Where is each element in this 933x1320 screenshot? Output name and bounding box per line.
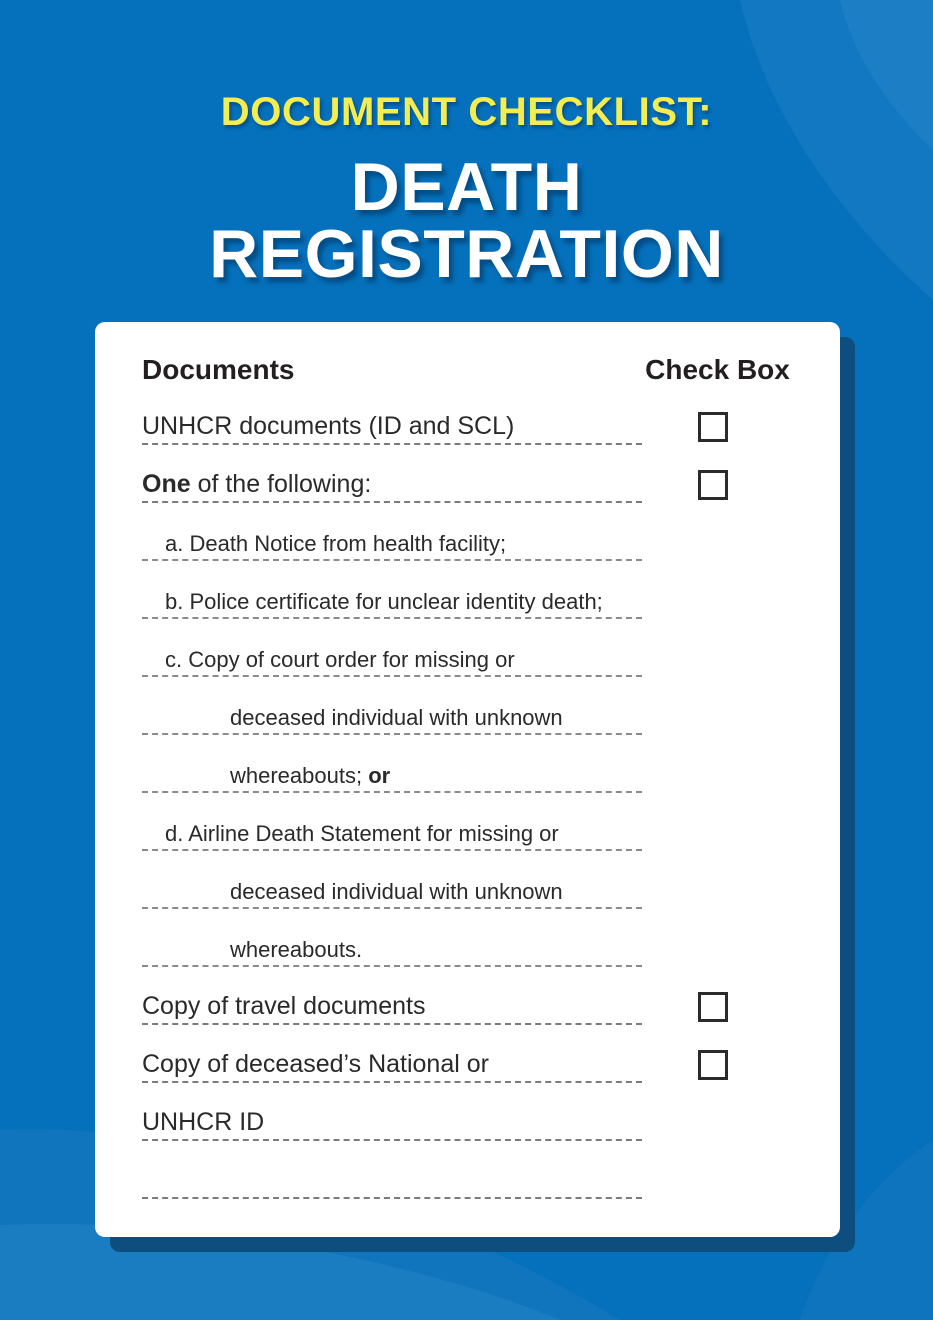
page-title [0,149,933,292]
column-header-check-box: Check Box [645,354,790,385]
checklist-row [95,566,840,624]
title-line-1: DEATH [350,149,583,225]
checklist-row-label: a. Death Notice from health facility; [165,531,507,556]
checklist-row [95,392,840,450]
column-header-documents: Documents [142,354,295,385]
table-header-row [95,322,840,385]
checklist-row [95,682,840,740]
poster-heading [0,0,933,292]
checklist-row-rule [142,501,642,503]
checklist-row [95,914,840,972]
checklist-row-label: Copy of deceased’s National or [142,1050,489,1078]
checklist-row-rule [142,443,642,445]
checklist-card [95,322,840,1237]
checklist-row-rule [142,849,642,851]
checklist-row-rule [142,675,642,677]
checklist-row-label: Copy of travel documents [142,992,426,1020]
checklist-row-rule [142,1023,642,1025]
title-kicker: DOCUMENT CHECKLIST: [220,90,713,134]
checklist-row [95,856,840,914]
checklist-row-rule [142,733,642,735]
checklist-row-rule [142,791,642,793]
checklist-row-label: UNHCR ID [142,1108,265,1136]
checklist-row-rule [142,1139,642,1141]
checklist-row [95,972,840,1030]
checklist-row-rule [142,1197,642,1199]
checkbox[interactable] [698,992,728,1022]
checklist-row-rule [142,965,642,967]
checklist-row-label: c. Copy of court order for missing or [165,647,515,672]
title-line-2: REGISTRATION [209,215,724,292]
checkbox[interactable] [698,1050,728,1080]
checkbox[interactable] [698,412,728,442]
checklist-row [95,740,840,798]
checklist-rows [95,392,840,1204]
checklist-row [95,450,840,508]
checklist-row [95,508,840,566]
checklist-row-rule [142,617,642,619]
checklist-row-label: whereabouts. [230,937,363,962]
checklist-row-label: deceased individual with unknown [230,705,563,730]
checklist-row-label: d. Airline Death Statement for missing or [165,821,559,846]
checklist-row-label: deceased individual with unknown [230,879,563,904]
checklist-row [95,1088,840,1146]
checklist-row [95,624,840,682]
checkbox[interactable] [698,470,728,500]
checklist-row-label: UNHCR documents (ID and SCL) [142,412,515,440]
checklist-row [95,1030,840,1088]
checklist-row-rule [142,559,642,561]
checklist-row-label: b. Police certificate for unclear identity death; [165,589,603,614]
checklist-row-label: whereabouts; or [230,763,391,788]
checklist-row-label: One of the following: [142,470,372,498]
checklist-row-rule [142,907,642,909]
checklist-row [95,798,840,856]
checklist-row [95,1146,840,1204]
checklist-row-rule [142,1081,642,1083]
